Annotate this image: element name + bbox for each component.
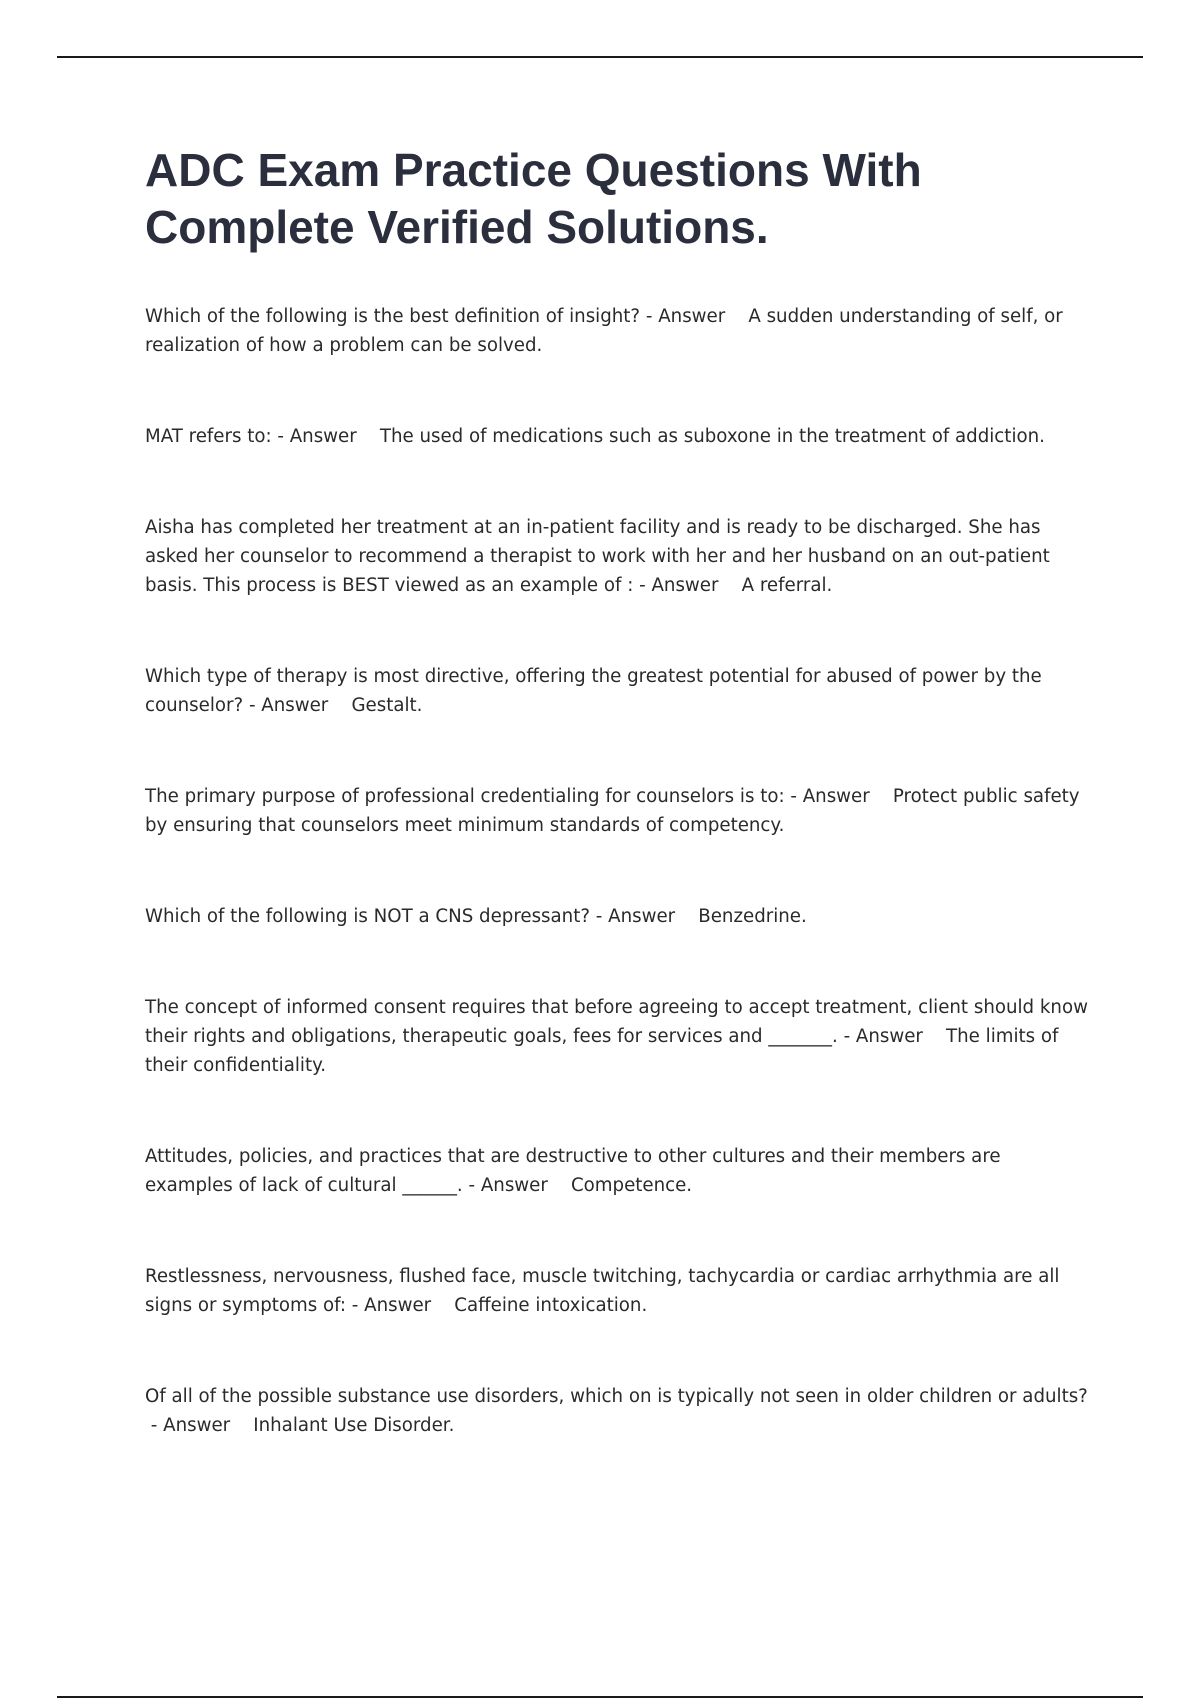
answer-marker: - Answer <box>640 306 731 327</box>
question-text: Attitudes, policies, and practices that are destructive to other cultures and their members are examples of lack of cultural ______. <box>145 1146 1001 1196</box>
answer-text: Competence. <box>570 1175 693 1196</box>
answer-text: Benzedrine. <box>698 906 807 927</box>
qa-item <box>145 422 1090 451</box>
qa-item <box>145 1262 1090 1320</box>
qa-item <box>145 662 1090 720</box>
question-text: The concept of informed consent requires that before agreeing to accept treatment, client should know their rights and obligations, therapeutic goals, fees for services and _______. <box>145 997 1088 1047</box>
answer-text: Protect public safety by ensuring that counselors meet minimum standards of competency. <box>145 786 1080 836</box>
question-text: Which type of therapy is most directive, offering the greatest potential for abused of power by the counselor? <box>145 666 1042 716</box>
answer-text: The used of medications such as suboxone in the treatment of addiction. <box>379 426 1045 447</box>
qa-item <box>145 993 1090 1080</box>
answer-text: Gestalt. <box>351 695 423 716</box>
answer-text: Caffeine intoxication. <box>454 1295 648 1316</box>
question-text: The primary purpose of professional credentialing for counselors is to: <box>145 786 785 807</box>
qa-list <box>145 302 1090 1440</box>
answer-text: Inhalant Use Disorder. <box>253 1415 455 1436</box>
answer-marker: - Answer <box>271 426 363 447</box>
qa-item <box>145 1142 1090 1200</box>
answer-text: A sudden understanding of self, or realization of how a problem can be solved. <box>145 306 1063 356</box>
qa-item <box>145 513 1090 600</box>
answer-marker: - Answer <box>837 1026 929 1047</box>
answer-text: A referral. <box>741 575 833 596</box>
question-text: MAT refers to: <box>145 426 272 447</box>
answer-marker: - Answer <box>633 575 725 596</box>
qa-item <box>145 302 1090 360</box>
footer-divider <box>57 1696 1143 1698</box>
answer-marker: - Answer <box>590 906 681 927</box>
qa-item <box>145 902 1090 931</box>
answer-marker: - Answer <box>243 695 335 716</box>
question-text: Which of the following is NOT a CNS depressant? <box>145 906 590 927</box>
qa-item <box>145 1382 1090 1440</box>
answer-marker: - Answer <box>346 1295 437 1316</box>
question-text: Aisha has completed her treatment at an in-patient facility and is ready to be discharged. She has asked her counselor to recommend a therapist to work with her and her husband on an out-patient basis. This process is BEST viewed as an example of : <box>145 517 1050 596</box>
answer-marker: - Answer <box>462 1175 554 1196</box>
question-text: Which of the following is the best definition of insight? <box>145 306 641 327</box>
answer-marker: - Answer <box>784 786 876 807</box>
question-text: Of all of the possible substance use disorders, which on is typically not seen in older children or adults? <box>145 1386 1088 1407</box>
answer-text: The limits of their confidentiality. <box>145 1026 1059 1076</box>
qa-item <box>145 782 1090 840</box>
document-title: ADC Exam Practice Questions With Complete Verified Solutions. <box>145 144 922 253</box>
answer-marker: - Answer <box>145 1415 236 1436</box>
question-text: Restlessness, nervousness, flushed face, muscle twitching, tachycardia or cardiac arrhythmia are all signs or symptoms of: <box>145 1266 1060 1316</box>
header-divider <box>57 56 1143 58</box>
